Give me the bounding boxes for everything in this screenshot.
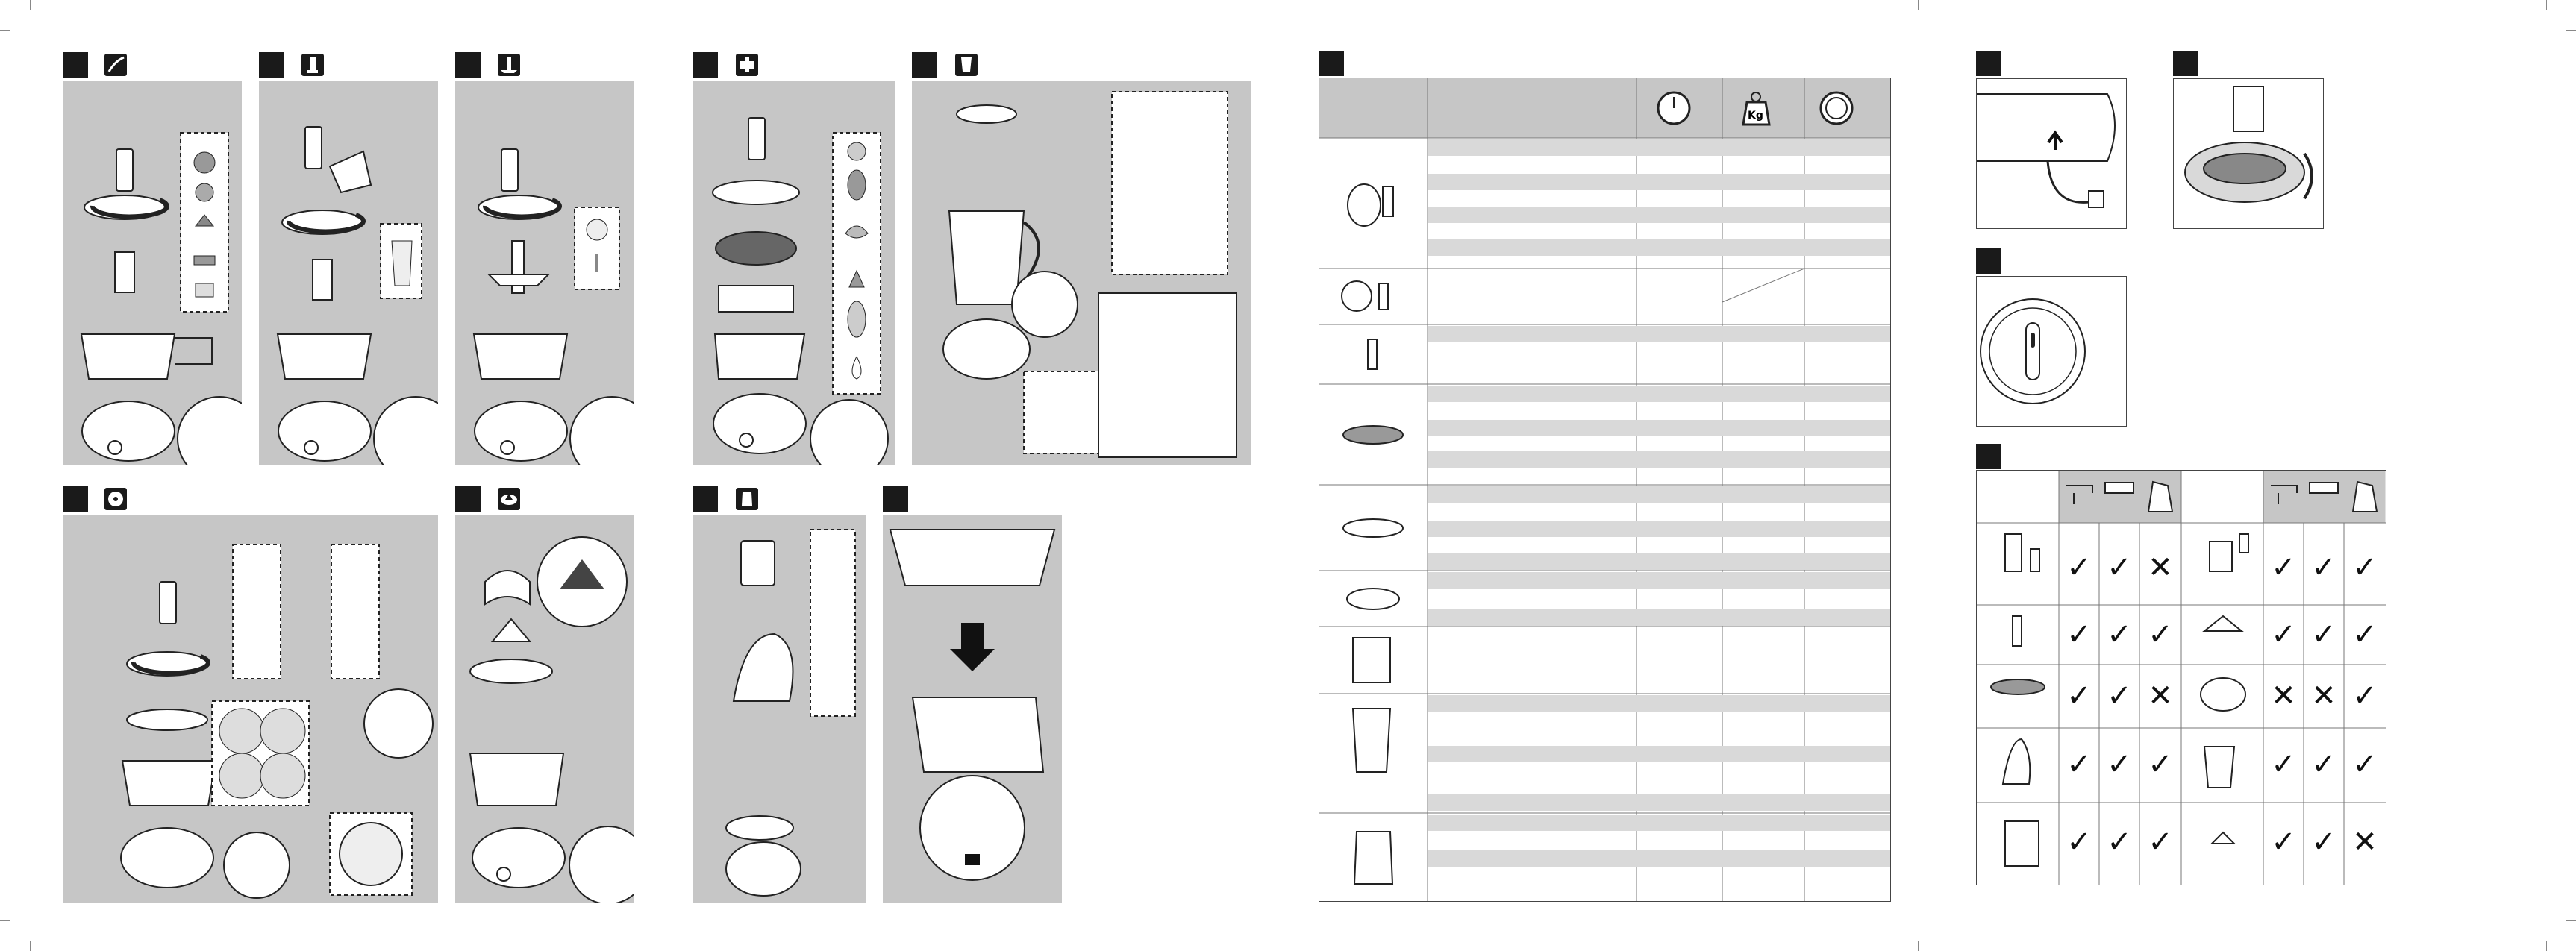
check-mark: ✓ [2271,747,2296,782]
crop-mark [1918,941,1919,951]
check-mark: ✓ [2066,679,2092,713]
illustration-panel-mill [693,515,866,903]
speed-knob-illustration [1976,276,2127,427]
check-mark: ✓ [2311,618,2336,652]
check-mark: ✓ [2107,679,2132,713]
section-tag [693,486,718,512]
shredding-disc-icon [104,488,127,510]
check-mark: ✓ [2148,747,2173,782]
crop-mark [2546,0,2547,10]
section-tag [259,52,284,78]
section-tag [455,486,481,512]
juicer-icon [736,54,758,76]
cross-mark: ✕ [2352,825,2378,859]
check-mark: ✓ [2352,747,2378,782]
check-mark: ✓ [2311,550,2336,585]
section-tag [2173,51,2198,76]
mill-icon [736,488,758,510]
kneading-hook-icon [301,54,324,76]
illustration-panel-juicer [693,81,895,465]
check-mark: ✓ [2066,550,2092,585]
section-tag [1976,51,2001,76]
blender-assembly-illustration [912,81,1251,465]
dishwasher-table [1976,470,2386,885]
illustration-panel-chopping [455,81,634,465]
check-mark: ✓ [2352,679,2378,713]
section-tag [693,52,718,78]
section-tag [883,486,908,512]
chopping-blade-icon [498,54,520,76]
section-tag [912,52,937,78]
juicer-assembly-illustration [693,81,895,465]
check-mark: ✓ [2352,550,2378,585]
blender-jar-icon [955,54,978,76]
cross-mark: ✕ [2311,679,2336,713]
safety-lock-illustration [2173,78,2324,229]
check-mark: ✓ [2066,747,2092,782]
check-mark: ✓ [2107,747,2132,782]
weight-kg-label: Kg [1748,110,1763,122]
section-tag [1976,248,2001,274]
crop-mark [2566,920,2576,921]
slicing-disc-icon [104,54,127,76]
crop-mark [30,941,31,951]
unlock-jug-illustration [883,515,1062,903]
kneading-assembly-illustration [259,81,438,465]
citrus-press-assembly-illustration [455,515,634,903]
illustration-panel-citrus-press [455,515,634,903]
processing-table-frame [1319,78,1891,902]
check-mark: ✓ [2311,747,2336,782]
section-tag [1319,51,1344,76]
check-mark: ✓ [2271,618,2296,652]
check-mark: ✓ [2066,825,2092,859]
mill-assembly-illustration [693,515,866,903]
crop-mark [0,30,10,31]
illustration-panel-kneading [259,81,438,465]
crop-mark [0,920,10,921]
illustration-panel-blender [912,81,1251,465]
section-tag [1976,444,2001,469]
check-mark: ✓ [2271,550,2296,585]
crop-mark [2546,941,2547,951]
cross-mark: ✕ [2148,679,2173,713]
illustration-panel-shredding [63,515,438,903]
slicing-assembly-illustration [63,81,242,465]
cross-mark: ✕ [2271,679,2296,713]
check-mark: ✓ [2107,618,2132,652]
check-mark: ✓ [2271,825,2296,859]
crop-mark [1918,0,1919,10]
table-grid [1319,78,1890,901]
illustration-panel-unlock-jug [883,515,1062,903]
check-mark: ✓ [2148,825,2173,859]
check-mark: ✓ [2107,550,2132,585]
section-tag [63,486,88,512]
citrus-press-icon [498,488,520,510]
check-mark: ✓ [2352,618,2378,652]
section-tag [63,52,88,78]
cross-mark: ✕ [2148,550,2173,585]
shredding-assembly-illustration [63,515,438,903]
section-tag [455,52,481,78]
chopping-assembly-illustration [455,81,634,465]
check-mark: ✓ [2148,618,2173,652]
cord-storage-illustration [1976,78,2127,229]
check-mark: ✓ [2066,618,2092,652]
crop-mark [2566,30,2576,31]
check-mark: ✓ [2107,825,2132,859]
crop-mark [30,0,31,10]
check-mark: ✓ [2311,825,2336,859]
illustration-panel-slicing [63,81,242,465]
